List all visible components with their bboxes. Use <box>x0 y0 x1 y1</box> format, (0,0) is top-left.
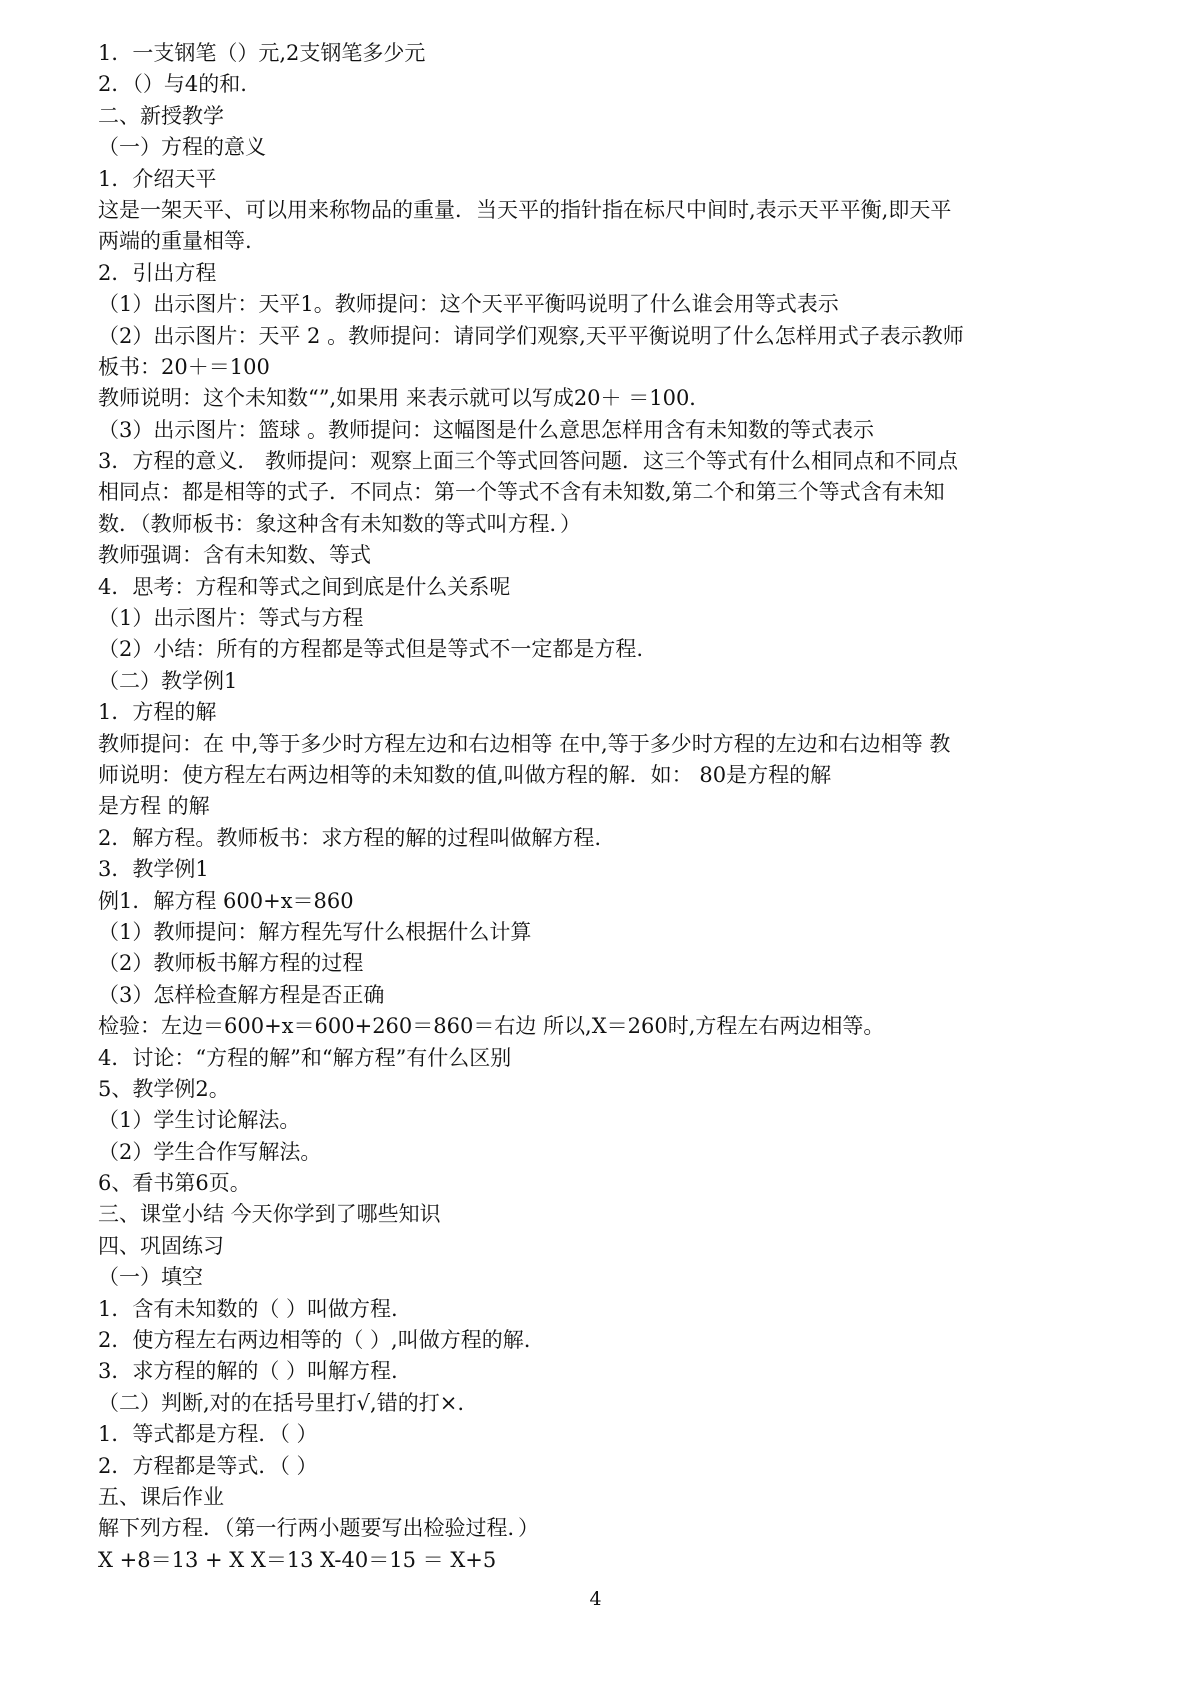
text-line: 1．含有未知数的（ ）叫做方程. <box>98 1296 398 1321</box>
text-line: 1．一支钢笔（）元,2支钢笔多少元 <box>98 41 426 65</box>
section-heading: 二、新授教学 <box>98 103 224 128</box>
text-line: （1）出示图片：等式与方程 <box>98 606 364 631</box>
text-line: 解下列方程．（第一行两小题要写出检验过程．） <box>98 1516 539 1541</box>
text-line: 数．（教师板书：象这种含有未知数的等式叫方程．） <box>98 511 581 536</box>
text-line: 1．等式都是方程．（ ） <box>98 1422 318 1447</box>
text-line: 教师说明：这个未知数“”,如果用 来表示就可以写成20＋ ＝100． <box>98 386 711 411</box>
text-line: 例1．解方程 600+x＝860 <box>98 888 354 913</box>
text-line: 2．解方程。教师板书：求方程的解的过程叫做解方程. <box>98 825 602 850</box>
subsection-heading: （二）判断,对的在括号里打√,错的打×. <box>98 1390 465 1415</box>
text-line: （3）怎样检查解方程是否正确 <box>98 982 385 1007</box>
text-line: （1）教师提问：解方程先写什么根据什么计算 <box>98 919 532 944</box>
equation-line: X +8＝13 + X X＝13 X-40＝15 ＝ X+5 <box>98 1547 497 1572</box>
text-line: 板书：20＋＝100 <box>98 354 270 379</box>
section-heading: 三、课堂小结 今天你学到了哪些知识 <box>98 1202 441 1227</box>
text-line: 2．（）与4的和. <box>98 72 247 97</box>
text-line: 2．引出方程 <box>98 260 217 285</box>
text-line: 教师强调：含有未知数、等式 <box>98 543 371 568</box>
text-line: 相同点：都是相等的式子．不同点：第一个等式不含有未知数,第二个和第三个等式含有未知 <box>98 480 945 505</box>
text-line: 3．方程的意义． 教师提问：观察上面三个等式回答问题．这三个等式有什么相同点和不同点 <box>98 449 959 474</box>
text-line: 4．讨论：“方程的解”和“解方程”有什么区别 <box>98 1045 512 1070</box>
text-line: 两端的重量相等. <box>98 229 252 254</box>
text-line: （1）学生讨论解法。 <box>98 1108 301 1133</box>
text-line: 6、看书第6页。 <box>98 1171 251 1196</box>
text-line: （2）教师板书解方程的过程 <box>98 951 364 976</box>
text-line: 教师提问：在 中,等于多少时方程左边和右边相等 在中,等于多少时方程的左边和右边相等 教 <box>98 731 951 756</box>
text-line: （3）出示图片：篮球 。教师提问：这幅图是什么意思怎样用含有未知数的等式表示 <box>98 417 875 442</box>
text-line: 2．方程都是等式．（ ） <box>98 1453 318 1478</box>
section-heading: 五、课后作业 <box>98 1484 224 1509</box>
text-line: （2）小结：所有的方程都是等式但是等式不一定都是方程. <box>98 637 644 662</box>
text-line: （2）出示图片：天平 2 。教师提问：请同学们观察,天平平衡说明了什么怎样用式子表示教师 <box>98 323 964 348</box>
text-line: 是方程 的解 <box>98 794 210 819</box>
text-line: 检验：左边＝600+x＝600+260＝860＝右边 所以,X＝260时,方程左右两边相等。 <box>98 1014 885 1039</box>
text-line: 3．教学例1 <box>98 857 209 882</box>
page-number: 4 <box>589 1588 602 1610</box>
subsection-heading: （一）填空 <box>98 1265 203 1290</box>
text-line: 5、教学例2。 <box>98 1076 230 1101</box>
text-line: 师说明：使方程左右两边相等的未知数的值,叫做方程的解．如： 80是方程的解 <box>98 762 832 787</box>
text-line: （2）学生合作写解法。 <box>98 1139 322 1164</box>
subsection-heading: （二）教学例1 <box>98 668 238 693</box>
section-heading: 四、巩固练习 <box>98 1233 224 1258</box>
text-line: 1．方程的解 <box>98 700 217 725</box>
text-line: 这是一架天平、可以用来称物品的重量．当天平的指针指在标尺中间时,表示天平平衡,即天平 <box>98 197 952 222</box>
subsection-heading: （一）方程的意义 <box>98 135 266 160</box>
text-line: 1．介绍天平 <box>98 166 217 191</box>
text-line: 4．思考：方程和等式之间到底是什么关系呢 <box>98 574 511 599</box>
text-line: 2．使方程左右两边相等的（ ）,叫做方程的解. <box>98 1328 531 1353</box>
text-line: 3．求方程的解的（ ）叫解方程. <box>98 1359 398 1384</box>
text-line: （1）出示图片：天平1。教师提问：这个天平平衡吗说明了什么谁会用等式表示 <box>98 292 839 317</box>
document-body <box>98 38 1098 1576</box>
